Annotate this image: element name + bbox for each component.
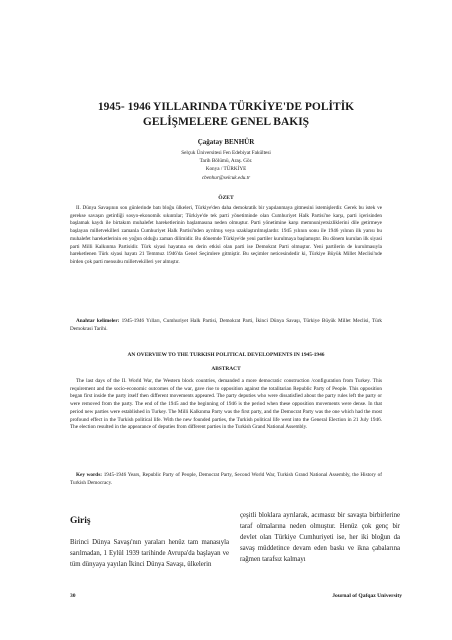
abstract-heading: ABSTRACT [211, 366, 241, 372]
title-line-1: 1945- 1946 YILLARINDA TÜRKİYE'DE POLİTİK [97, 101, 355, 113]
keywords-tr [70, 318, 382, 333]
journal-name: Journal of Qafqaz University [332, 593, 402, 599]
body-column-left: Birinci Dünya Savaşı'nın yaraları henüz tam manasıyla sarılmadan, 1 Eylül 1939 tarihinde Avrupa'da başlayan ve tüm dünyaya yayılan İkinci Dünya Savaşı, ülkelerin [70, 539, 229, 568]
ozet-heading: ÖZET [218, 195, 234, 201]
affiliation-line-3: Konya / TÜRKİYE [205, 166, 247, 173]
affiliation-line-1: Selçuk Üniversitesi Fen Edebiyat Fakültesi [181, 150, 271, 156]
author-email: cbenhur@selcuk.edu.tr [201, 174, 251, 181]
section-heading-giris: Giriş [70, 516, 91, 526]
keywords-en-label: Key words: [76, 472, 102, 478]
affiliation-line-2: Tarih Bölümü, Araş. Gör. [199, 158, 253, 165]
title-line-2: GELİŞMELERE GENEL BAKIŞ [142, 116, 310, 128]
keywords-en-text: 1945-1946 Years, Republic Party of People, Democrat Party, Second World War, Turkish Grand National Assembly, the History of Turkish Democracy. [70, 472, 382, 486]
page-number: 30 [70, 593, 76, 599]
author-affiliation [40, 149, 412, 182]
keywords-tr-label: Anahtar kelimeler: [76, 318, 120, 324]
body-column-right: çeşitli bloklara ayrılarak, acımasız bir savaşta birbirlerine taraf olmalarına neden olmuştur. Henüz çok genç bir devlet olan Türkiye Cumhuriyeti ise, her iki bloğun da savaş müddetince devam eden baskı ve ikna çabalarına rağmen tarafsız kalmayı [240, 512, 400, 563]
ozet-paragraph: II. Dünya Savaşının son günlerinde batı bloğu ülkeleri, Türkiye'den daha demokratik bir yapılanmaya gitmesini istemişlerdir. Gerek bu istek ve gerekse savaşın getirdiği sosyo-ekonomik sıkıntılar; Türkiye'de tek parti yönetiminde olan Cumhuriyet Halk Partisi'ne karşı, parti içerisinden başlamak kaydı ile birtakım muhalefet hareketlerinin başlamasına neden olmuştur. Parti yönetimine karşı memnuniyetsizliklerini dile getirmeye başlayan milletvekilleri zamanla Cumhuriyet Halk Partisi'nden ayrılmış veya uzaklaştırılmışlardır. 1945 yılının sonu ile 1946 yılının ilk yarısı bu muhalefet hareketlerinin en yoğun olduğu zaman dilimidir. Bu dönemde Türkiye'de yeni partiler kurulmaya başlamıştır. Bu dönem kurulan ilk siyasi parti Milli Kalkınma Partisidir. Türk siyasi hayatına en derin etkisi olan parti ise Demokrat Parti olmuştur. Yeni partilerin de kurulmasıyla hareketlenen Türk siyasi hayatı 21 Temmuz 1946'da Genel Seçimlere gitmiştir. Bu seçimler neticesindedir ki, Türkiye Büyük Millet Meclisi'nde birden çok parti mensubu milletvekilleri yer almıştır. [70, 205, 382, 265]
author-name: Çağatay BENHÜR [197, 138, 255, 146]
keywords-en [70, 472, 382, 487]
abstract-paragraph: The last days of the II. World War, the Western block countries, demanded a more democratic construction /configuration from Turkey. This requirement and the socio-economic outcomes of the war, gave rise to opposition against the totalitarian Republic Party of People. This opposition began first inside the party itself then different movements appeared. The party deputies who were dissatisfied about the party rules left the party or were removed from the party. The end of the 1945 and the beginning of 1946 is the period when these opposition movements were dense. In that period new parties were established in Turkey. The Milli Kalkınma Party was the first party, and the Democrat Party was the one which had the most profound effect in the Turkish political life. With the new founded parties, the Turkish political life went into the General Election in 21 July 1946. The election resulted in the appearance of deputies from different parties in the Turkish Grand National Assembly. [70, 378, 382, 431]
english-title: AN OVERVIEW TO THE TURKISH POLITICAL DEVELOPMENTS IN 1945-1946 [127, 352, 325, 358]
paper-title [40, 100, 412, 130]
keywords-tr-text: 1945-1946 Yılları, Cumhuriyet Halk Partisi, Demokrat Parti, İkinci Dünya Savaşı, Türkiye Büyük Millet Meclisi, Türk Demokrasi Tarihi. [70, 318, 383, 332]
